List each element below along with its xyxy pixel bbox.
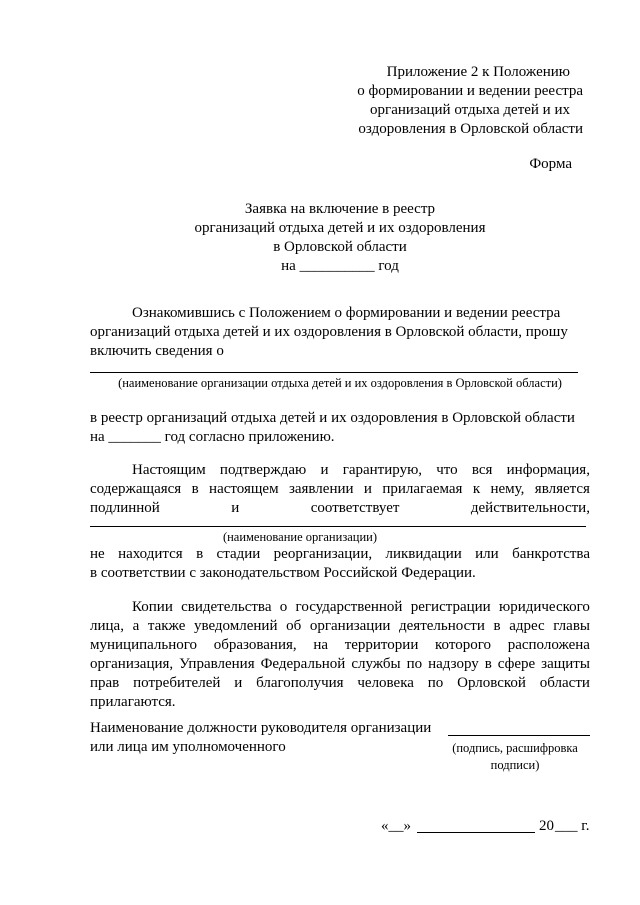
para1-line-1: Ознакомившись с Положением о формировании и ведении реестра xyxy=(132,305,561,321)
appendix-line-2: о формировании и ведении реестра xyxy=(357,83,583,99)
para3-line-1: Настоящим подтверждаю и гарантирую, что вся информация, xyxy=(132,462,590,478)
title-line-4: на __________ год xyxy=(281,258,399,274)
appendix-line-1: Приложение 2 к Положению xyxy=(386,64,570,80)
signature-caption-2: подписи) xyxy=(490,758,540,772)
form-label: Форма xyxy=(529,156,572,172)
signature-caption-1: (подпись, расшифровка xyxy=(452,741,578,755)
para4-line-5: прав потребителей и благополучия человека по Орловской области xyxy=(90,675,590,691)
para2-line-2: на _______ год согласно приложению. xyxy=(90,429,335,445)
date-year-prefix: 20 xyxy=(539,818,554,834)
para3-line-2: содержащаяся в настоящем заявлении и прилагаемая к нему, является xyxy=(90,481,590,497)
title-line-1: Заявка на включение в реестр xyxy=(244,201,436,217)
appendix-line-4: оздоровления в Орловской области xyxy=(358,121,583,137)
signature-line xyxy=(448,735,590,736)
para1-line-2: организаций отдыха детей и их оздоровления в Орловской области, прошу xyxy=(90,324,568,340)
title-line-3: в Орловской области xyxy=(273,239,407,255)
date-year-suffix: ___ г. xyxy=(555,818,590,834)
org-name-caption: (наименование организации отдыха детей и их оздоровления в Орловской области) xyxy=(118,376,562,390)
para4-line-4: организация, Управления Федеральной службы по надзору в сфере защиты xyxy=(90,656,590,672)
org-name-caption-2: (наименование организации) xyxy=(222,530,378,544)
date-month-line xyxy=(417,832,535,833)
para4-line-6: прилагаются. xyxy=(90,694,176,710)
org-name-line-2 xyxy=(90,526,586,527)
para4-line-3: муниципального образования, на территории которого расположена xyxy=(90,637,590,653)
para3-line-4: не находится в стадии реорганизации, ликвидации или банкротства xyxy=(90,546,590,562)
org-name-line xyxy=(90,372,578,373)
para4-line-2: лица, а также уведомлений об организации деятельности в адрес главы xyxy=(90,618,590,634)
position-line-1: Наименование должности руководителя организации xyxy=(90,720,432,736)
para3-line-5: в соответствии с законодательством Российской Федерации. xyxy=(90,565,476,581)
title-line-2: организаций отдыха детей и их оздоровления xyxy=(194,220,486,236)
para4-line-1: Копии свидетельства о государственной регистрации юридического xyxy=(132,599,590,615)
appendix-line-3: организаций отдыха детей и их xyxy=(370,102,570,118)
para1-line-3: включить сведения о xyxy=(90,343,224,359)
para2-line-1: в реестр организаций отдыха детей и их оздоровления в Орловской области xyxy=(90,410,575,426)
date-day: «__» xyxy=(381,818,411,834)
position-line-2: или лица им уполномоченного xyxy=(90,739,286,755)
para3-line-3: подлинной и соответствует действительности, xyxy=(90,500,590,516)
